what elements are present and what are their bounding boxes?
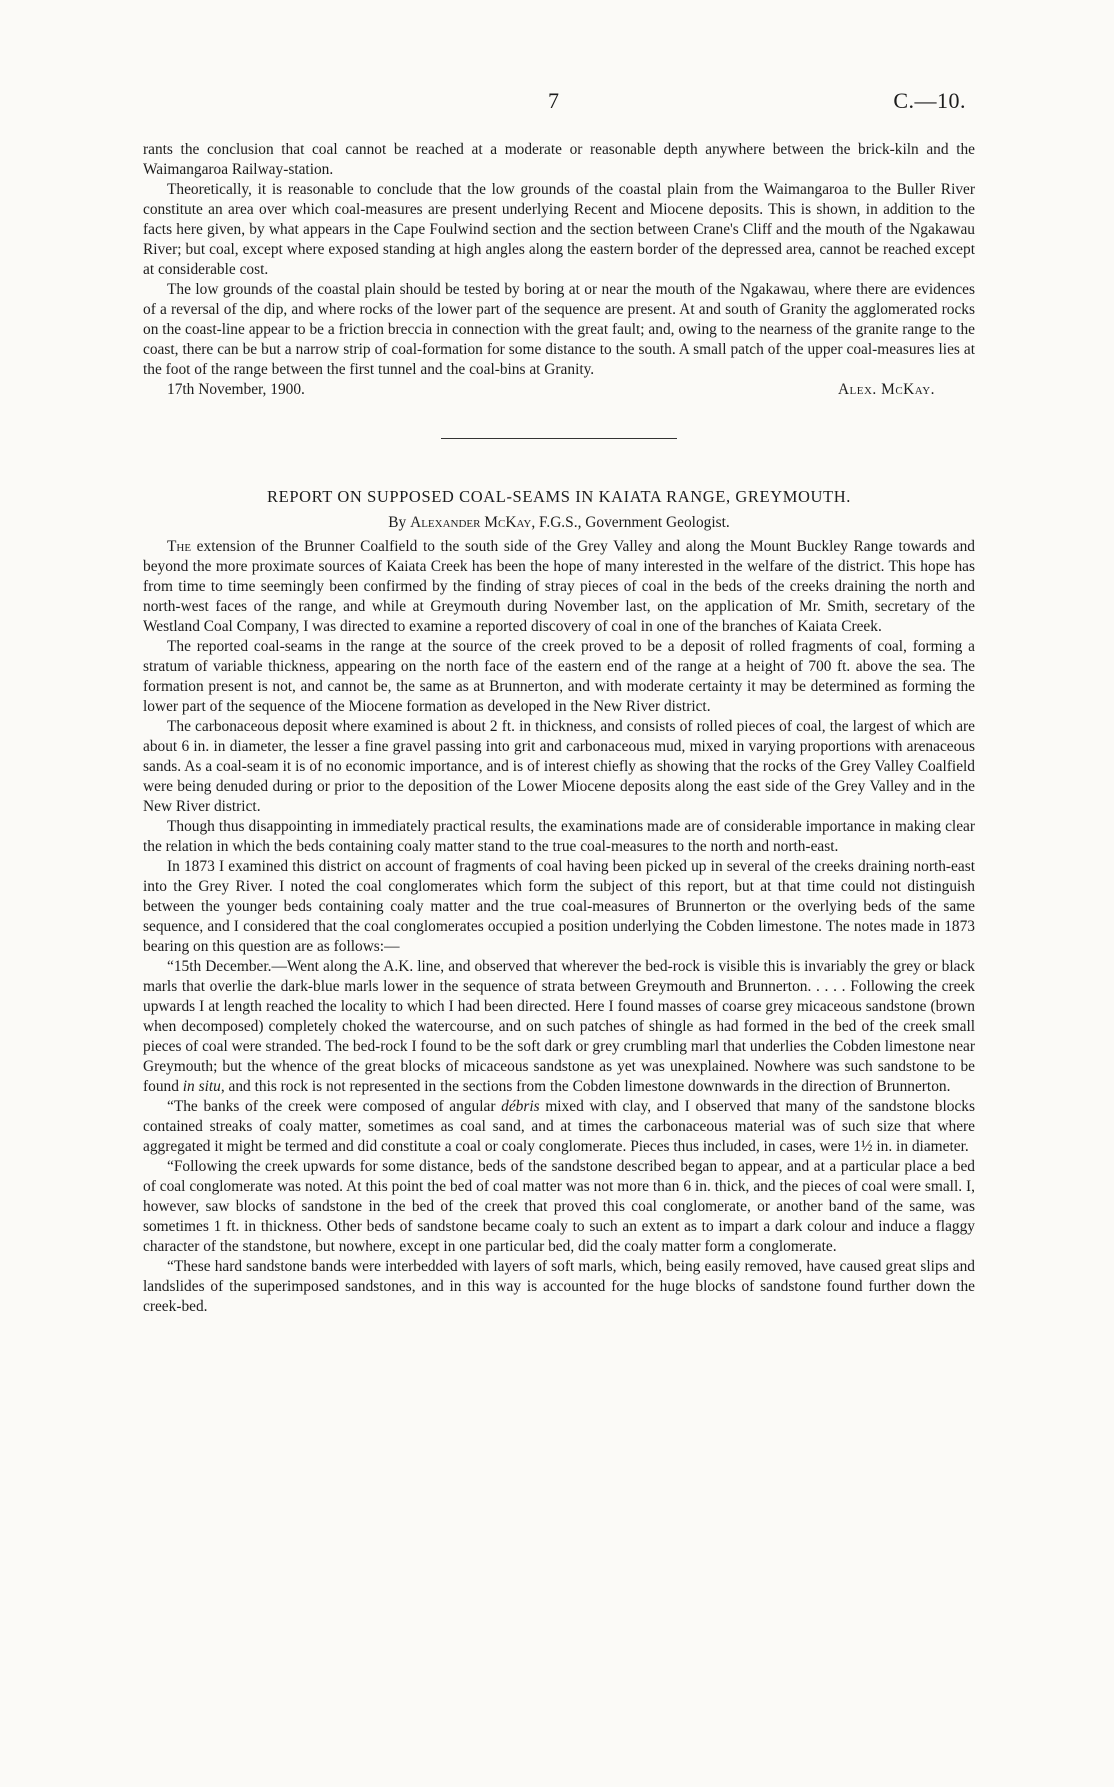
paragraph: Theoretically, it is reasonable to conclude that the low grounds of the coastal plain from the Waimangaroa to the Buller River constitute an area over which coal-measures are present underlying Recent and Miocene deposits. This is shown, in addition to the facts here given, by what appears in the Cape Foulwind section and the section between Crane's Cliff and the mouth of the Ngakawau River; but coal, except where exposed standing at high angles along the eastern border of the depressed area, cannot be reached except at considerable cost.	[143, 181, 975, 278]
section-divider	[441, 438, 677, 439]
quote-text: , and this rock is not represented in the sections from the Cobden limestone downwards in the direction of Brunnerton.	[220, 1078, 951, 1095]
document-code: C.—10.	[893, 88, 966, 113]
quote-emphasis: in situ	[182, 1078, 221, 1095]
paragraph	[143, 537, 975, 637]
paragraph: In 1873 I examined this district on account of fragments of coal having been picked up in several of the creeks draining north-east into the Grey River. I noted the coal conglomerates which form the subject of this report, but at that time could not distinguish between the younger beds containing coaly matter and the true coal-measures of Brunnerton or the overlying beds of the same sequence, and I considered that the coal conglomerates occupied a position underlying the Cobden limestone. The notes made in 1873 bearing on this question are as follows:—	[143, 858, 975, 955]
byline-suffix: , F.G.S., Government Geologist.	[531, 514, 730, 531]
quoted-paragraph: “Following the creek upwards for some distance, beds of the sandstone described began to appear, and at a particular place a bed of coal conglomerate was noted. At this point the bed of coal matter was not more than 6 in. thick, and the pieces of coal were small. I, however, saw blocks of sandstone in the bed of the creek that proved this coal conglomerate, or another band of the same, was sometimes 1 ft. in thickness. Other beds of sandstone became coaly to such an extent as to impart a dark colour and induce a flaggy character of the standstone, but nowhere, except in one particular bed, did the coaly matter form a conglomerate.	[143, 1158, 975, 1255]
quote-emphasis: débris	[501, 1098, 540, 1115]
lead-word: The	[167, 538, 192, 555]
paragraph: The low grounds of the coastal plain should be tested by boring at or near the mouth of the Ngakawau, where there are evidences of a reversal of the dip, and where rocks of the lower part of the sequence are present. At and south of Granity the agglomerated rocks on the coast-line appear to be a friction breccia in connection with the great fault; and, owing to the nearness of the granite range to the coast, there can be but a narrow strip of coal-formation for some distance to the south. A small patch of the upper coal-measures lies at the foot of the range between the first tunnel and the coal-bins at Granity.	[143, 281, 975, 378]
quote-text: “15th December.—Went along the A.K. line, and observed that wherever the bed-rock is visible this is invariably the grey or black marls that overlie the dark-blue marls lower in the sequence of strata between Greymouth and Brunnerton. . . . . Following the creek upwards I at length reached the locality to which I had been directed. Here I found masses of coarse grey micaceous sandstone (brown when decomposed) completely choked the watercourse, and on such patches of shingle as had formed in the bed of the creek small pieces of coal were stranded. The bed-rock I found to be the soft dark or grey crumbling marl that underlies the Cobden limestone near Greymouth; but the whence of the great blocks of micaceous sandstone as yet was unexplained. Nowhere was such sandstone to be found	[143, 958, 975, 1095]
byline-prefix: By	[388, 514, 407, 531]
quote-text: mixed with clay, and I observed that many of the sandstone blocks contained streaks of coaly matter, sometimes as coal sand, and at times the carbonaceous material was of such size that where aggregated it might be termed and did constitute a coal or coaly conglomerate. Pieces thus included, in cases, were 1½ in. in diameter.	[143, 1098, 975, 1155]
page-number: 7	[548, 88, 559, 113]
paragraph-text: extension of the Brunner Coalfield to the south side of the Grey Valley and along the Mount Buckley Range towards and beyond the more proximate sources of Kaiata Creek has been the hope of many interested in the welfare of the district. This hope has from time to time seemingly been confirmed by the finding of stray pieces of coal in the beds of the creeks draining the north and north-west faces of the range, and while at Greymouth during November last, on the application of Mr. Smith, secretary of the Westland Coal Company, I was directed to examine a reported discovery of coal in one of the branches of Kaiata Creek.	[143, 538, 975, 635]
quote-text: “The banks of the creek were composed of angular	[167, 1098, 502, 1115]
report-title: REPORT ON SUPPOSED COAL-SEAMS IN KAIATA RANGE, GREYMOUTH.	[267, 487, 851, 506]
report-date: 17th November, 1900.	[167, 381, 305, 398]
paragraph: Though thus disappointing in immediately practical results, the examinations made are of considerable importance in making clear the relation in which the beds containing coaly matter stand to the true coal-measures to the north and north-east.	[143, 818, 975, 855]
paragraph: rants the conclusion that coal cannot be reached at a moderate or reasonable depth anywhere between the brick-kiln and the Waimangaroa Railway-station.	[143, 141, 975, 178]
byline-author: Alexander McKay	[410, 514, 532, 531]
page-body	[143, 140, 975, 1317]
signature: Alex. McKay.	[837, 381, 935, 398]
quoted-paragraph: “These hard sandstone bands were interbedded with layers of soft marls, which, being easily removed, have caused great slips and landslides of the superimposed sandstones, and in this way is accounted for the huge blocks of sandstone found further down the creek-bed.	[143, 1258, 975, 1315]
quoted-paragraph	[143, 1097, 975, 1157]
paragraph: The reported coal-seams in the range at the source of the creek proved to be a deposit of rolled fragments of coal, forming a stratum of variable thickness, appearing on the north face of the eastern end of the range at a height of 700 ft. above the sea. The formation present is not, and cannot be, the same as at Brunnerton, and with moderate certainty it may be determined as forming the lower part of the sequence of the Miocene formation as developed in the New River district.	[143, 638, 975, 715]
byline	[143, 513, 975, 533]
paragraph: The carbonaceous deposit where examined is about 2 ft. in thickness, and consists of rolled pieces of coal, the largest of which are about 6 in. in diameter, the lesser a fine gravel passing into grit and carbonaceous mud, mixed in varying proportions with arenaceous sands. As a coal-seam it is of no economic importance, and is of interest chiefly as showing that the rocks of the Grey Valley Coalfield were being denuded during or prior to the deposition of the Lower Miocene deposits along the east side of the Grey Valley and in the New River district.	[143, 718, 975, 815]
quoted-paragraph	[143, 957, 975, 1097]
signoff	[143, 380, 975, 400]
